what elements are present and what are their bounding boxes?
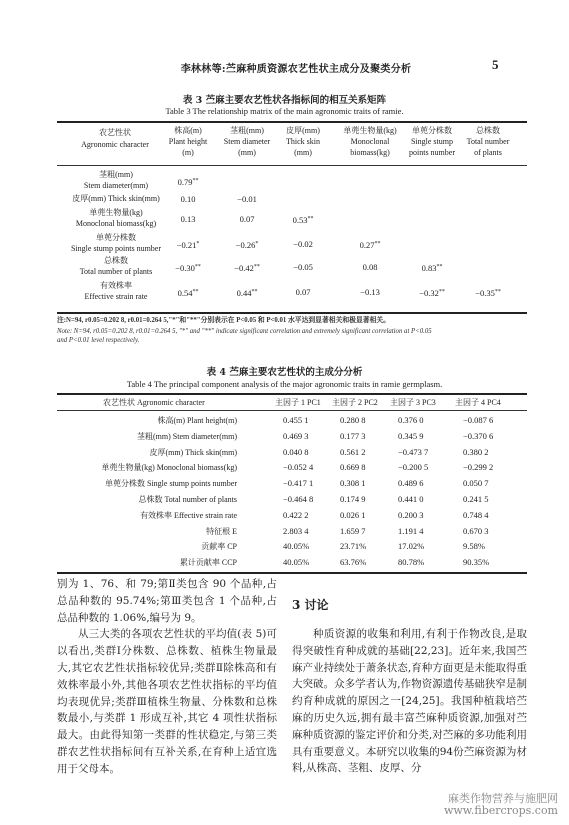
table3-cell [402,287,462,298]
table3-cell-value: 0.44 [236,288,252,298]
table4-row-label: 特征根 E [206,526,237,536]
table4-cell-value: −0.370 6 [463,430,494,441]
table4-cell-value: 0.174 9 [340,494,366,504]
table4-cell-value: 0.200 3 [398,509,424,520]
table3-cell [340,239,400,250]
table3-row-label-cn: 单蔸分株数 [96,233,136,242]
table3-note-en-2: and P<0.01 level respectively. [57,337,140,344]
table3-cell-significance: ** [251,289,258,295]
table3-cell-value: 0.08 [362,262,378,272]
table4-cell-value: 9.58% [463,541,485,552]
table3-cell-significance: ** [253,264,260,270]
table3-cell [402,262,462,273]
table3-row-label-en: Stem diameter(mm) [83,181,149,190]
table3-cell [158,287,218,298]
table4-pc-header: 主因子 2 PC2 [332,398,378,407]
table3-row-label-cn: 总株数 [104,256,128,265]
table3-cell [273,287,333,297]
table4-cell-value: 0.177 3 [340,430,366,441]
table4-cell-value: 1.659 7 [340,525,366,536]
table3-cell [158,239,218,250]
table3-cell-value: 0.54 [177,288,193,298]
table4-cell-value: 0.670 3 [463,525,489,536]
table3-cell-value: −0.01 [237,194,257,204]
table4-cell-value: 2.803 4 [283,525,309,536]
left-paragraph-1: 别为 1、76、和 79;第Ⅱ类包含 90 个品种,占总品种数的 95.74%;第Ⅲ类包含 1 个品种,占总品种数的 1.06%,编号为 9。 [57,578,277,624]
table3-cell [158,176,218,187]
table4-cell-value: 0.040 8 [283,446,309,457]
table3-cell-value: −0.02 [293,239,313,249]
table3-cell-significance: ** [374,241,381,247]
table3-note-en-1: Note: N=94, r0.05=0.202 8, r0.01=0.264 5, "*" and "**" indicate significant correlation and extremely significant correlation at P<0.05 [57,328,432,335]
table4-row-label: 株高(m) Plant height(m) [157,416,237,425]
table3-row-label-en: Monoclonal biomass(kg) [75,219,157,228]
table3-cell-value: 0.27 [359,240,375,250]
table4-cell-value: 0.345 9 [398,430,424,441]
table3-col-header-en: Total number [466,137,510,146]
watermark-line-2: www.fibercrops.com [443,804,558,817]
table3-col-header-en: Plant height [168,137,208,146]
table3-cell [458,287,518,298]
table4-cell-value: 0.241 5 [463,494,489,504]
table3-cell-significance: * [255,241,259,247]
table4-cell-value: 0.469 3 [283,430,309,441]
table3-top-rule [57,121,527,123]
table4-header-rule [57,410,527,411]
table3-cell-significance: ** [494,289,501,295]
table4-cell-value: −0.464 8 [283,494,314,504]
table4-cell-value: 0.026 1 [340,509,366,520]
table3-col-header-en: Monoclonal [350,137,390,146]
table4-pc-header: 主因子 3 PC3 [390,398,436,407]
table3-cell [273,262,333,272]
table3-cell-significance: * [196,241,200,247]
table4-row-label: 有效株率 Effective strain rate [140,510,237,520]
table4-cell-value: 40.05% [283,557,310,568]
table3-cell-significance: ** [194,264,201,270]
table3-cell-value: −0.30 [175,263,195,273]
table3-cell-significance: ** [192,178,199,184]
table3-cell-value: −0.05 [293,262,313,272]
table3-cell-significance: ** [307,216,314,222]
table3-row-label-cn: 单蔸生物量(kg) [89,208,143,217]
table4-cell-value: 0.669 8 [340,462,366,473]
table3-row-label-cn: 有效株率 [100,281,132,290]
table4-cell-value: −0.052 4 [283,462,314,473]
table3-cell [217,287,277,298]
table3-cell [340,287,400,297]
table4-cell-value: 1.191 4 [398,525,424,536]
table4-row-label: 茎粗(mm) Stem diameter(mm) [137,431,237,441]
table3-cell [273,239,333,249]
table4-cell-value: 0.376 0 [398,415,424,425]
table4-cell-value: 80.78% [398,557,425,568]
table3-header-rule [57,165,527,166]
table3-row-label-en: Effective strain rate [84,292,148,301]
running-header: 李林林等:苎麻种质资源农艺性状主成分及聚类分析 [180,64,412,75]
table3-col-header-cn: 总株数 [476,126,500,135]
table4-cell-value: −0.299 2 [463,462,494,473]
table4-row-label: 贡献率 CP [201,542,237,552]
table3-cell-value: 0.10 [180,194,196,204]
table3-cell-value: −0.26 [235,240,256,250]
table4-cell-value: 0.489 6 [398,478,424,489]
table4-cell-value: 0.561 2 [340,446,366,457]
table3-col-header-unit: points number [409,148,455,157]
table3-cell-value: −0.13 [360,287,380,297]
table3-caption-en: Table 3 The relationship matrix of the main agronomic traits of ramie. [165,106,404,116]
left-column [57,576,277,778]
table3-cell [217,194,277,204]
table4-cell-value: 0.422 2 [283,509,309,520]
table3-cell [217,262,277,273]
table4-row-label: 累计贡献率 CCP [179,558,237,568]
table3-cell-value: 0.53 [292,215,308,225]
section-heading: 3 讨论 [292,598,329,612]
table3-col-header-cn: 株高(m) [174,126,202,135]
table3-col-header-unit: biomass(kg) [350,148,390,157]
table3-col-header-unit: of plants [474,148,502,157]
table4-cell-value: 0.280 8 [340,415,366,425]
table3-cell-value: −0.32 [419,288,439,298]
table3-col-header-cn: 皮厚(mm) [286,126,320,135]
table4-caption-en: Table 4 The principal component analysis of the major agronomic traits in ramie germplasm. [126,379,443,389]
table3-corner-en: Agronomic character [81,140,149,149]
table4-cell-value: 90.35% [463,557,490,568]
table3-cell-value: 0.07 [295,287,311,297]
table4-cell-value: 0.441 0 [398,494,424,504]
watermark-line-1: 麻类作物营养与施肥网 [448,792,558,805]
left-paragraph-2: 从三大类的各项农艺性状的平均值(表 5)可以看出,类群Ⅰ分株数、总株数、植株生物量最大,其它农艺性状指标较优异;类群Ⅱ除株高和有效株率最小外,其他各项农艺性状指标的平均值均表现优异;类群Ⅲ植株生物量、分株数和总株数最小,与类群 1 形成互补,其它 4 项性状指标最大。由此得知第一类群的性状稳定,与第三类群农艺性状指标间有互补关系,在育种上适宜选用于父母本。 [57,628,277,775]
table4-cell-value: 0.050 7 [463,478,489,489]
table3-cell [273,214,333,225]
table4-row-label: 皮厚(mm) Thick skin(mm) [149,447,237,457]
table4-cell-value: 23.71% [340,541,367,552]
table3-cell-significance: ** [192,289,199,295]
table3-row-label-en: Total number of plants [79,267,153,276]
table4-pc-header: 主因子 1 PC1 [275,398,321,407]
table3-bottom-rule [57,312,527,314]
table4-top-rule [57,393,527,395]
table3-cell-value: −0.42 [234,263,254,273]
table3-caption-cn: 表 3 苎麻主要农艺性状各指标间的相互关系矩阵 [182,95,387,106]
table3-cell [217,214,277,224]
table3-cell [158,194,218,204]
table3-cell-value: −0.35 [475,288,495,298]
table3-cell-significance: ** [436,264,443,270]
table3-cell-significance: ** [438,289,445,295]
table3-row-label-cn: 皮厚(mm) Thick skin(mm) [72,194,160,203]
table4-cell-value: 0.308 1 [340,478,366,489]
table3-cell-value: 0.07 [239,214,255,224]
table4-bottom-rule [57,572,527,574]
table4-row-label: 单蔸生物量(kg) Monoclonal biomass(kg) [101,463,237,473]
table3-corner-cn: 农艺性状 [99,128,131,137]
table4-header-label: 农艺性状 Agronomic character [103,398,205,407]
table3-col-header-unit: (mm) [238,148,256,157]
right-column [292,626,527,777]
table3-col-header-en: Thick skin [286,137,320,146]
table3-col-header-cn: 单蔸生物量(kg) [343,126,397,135]
table3-col-header-en: Single stump [410,137,453,146]
table4-cell-value: 17.02% [398,541,425,552]
table3-cell [158,262,218,273]
table3-cell-value: 0.79 [177,177,193,187]
page-number: 5 [492,57,499,72]
table3-row-label-en: Single stump points number [71,244,161,253]
table3-row-label-cn: 茎粗(mm) [99,170,133,179]
table3-col-header-en: Stem diameter [223,137,271,146]
table4-cell-value: −0.473 7 [398,446,429,457]
table3-cell [340,262,400,272]
table3-cell [158,214,218,224]
table3-cell-value: −0.21 [176,240,197,250]
table4-cell-value: 0.748 4 [463,509,489,520]
table3-note-cn: 注:N=94, r0.05=0.202 8, r0.01=0.264 5,"*"和"**"分别表示在 P<0.05 和 P<0.01 水平达到显著相关和极显著相关。 [57,317,390,324]
table3-col-header-cn: 茎粗(mm) [230,126,264,135]
watermark [418,793,558,817]
table4-caption-cn: 表 4 苎麻主要农艺性状的主成分分析 [206,367,363,378]
table4-cell-value: 63.76% [340,557,367,568]
table4-pc-header: 主因子 4 PC4 [455,398,501,407]
table4-row-label: 单蔸分株数 Single stump points number [105,479,237,489]
table4-cell-value: −0.087 6 [463,415,494,425]
table3-col-header-unit: (mm) [294,148,312,157]
table3-cell [217,239,277,250]
table4-row-label: 总株数 Total number of plants [138,495,237,504]
table4-cell-value: −0.417 1 [283,478,314,489]
table3-cell-value: 0.13 [180,214,196,224]
table3-col-header-unit: (m) [182,148,194,157]
table4-cell-value: 0.455 1 [283,415,309,425]
table4-cell-value: 40.05% [283,541,310,552]
table3-cell-value: 0.83 [421,263,437,273]
table4-cell-value: 0.380 2 [463,446,489,457]
table3-col-header-cn: 单蔸分株数 [412,126,452,135]
table4-cell-value: −0.200 5 [398,462,429,473]
right-paragraph-1: 种质资源的收集和利用,有利于作物改良,是取得突破性育种成就的基础[22,23]。近年来,我国苎麻产业持续处于萧条状态,育种方面更是未能取得重大突破。众多学者认为,作物资源遗传基础狭窄是制约育种成就的原因之一[24,25]。我国种植栽培苎麻的历史久远,拥有最丰富苎麻种质资源,加强对苎麻种质资源的鉴定评价和分类,对苎麻的多功能利用具有重要意义。本研究以收集的94份苎麻资源为材料,从株高、茎粗、皮厚、分 [292,628,527,775]
